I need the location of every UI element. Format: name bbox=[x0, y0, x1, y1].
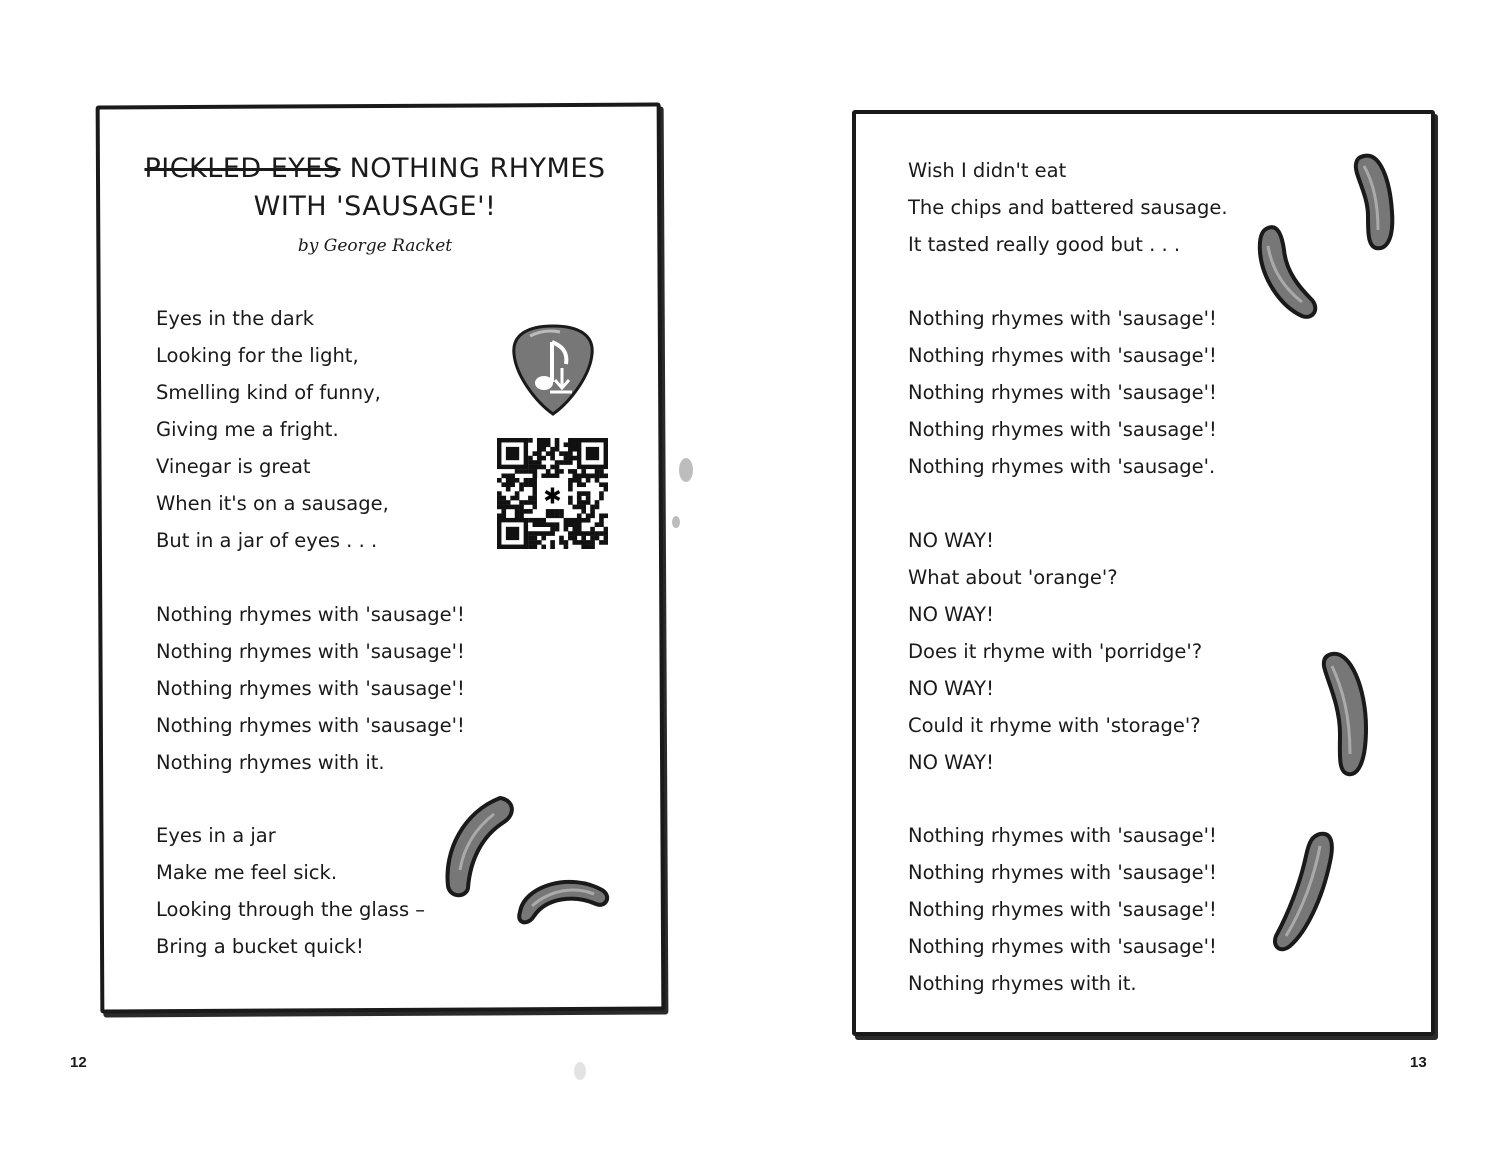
left-stanza-1 bbox=[156, 300, 389, 559]
poem-line: But in a jar of eyes . . . bbox=[156, 529, 378, 552]
page-number-left: 12 bbox=[70, 1054, 87, 1071]
poem-line: Nothing rhymes with 'sausage'! bbox=[908, 418, 1217, 441]
right-chorus-1 bbox=[908, 300, 1217, 485]
poem-line: Nothing rhymes with it. bbox=[908, 972, 1137, 995]
poem-line: Smelling kind of funny, bbox=[156, 381, 381, 404]
poem-line: Giving me a fright. bbox=[156, 418, 339, 441]
ink-blot bbox=[679, 458, 693, 482]
poem-line: NO WAY! bbox=[908, 603, 994, 626]
right-chorus-2 bbox=[908, 817, 1217, 1002]
poem-line: Make me feel sick. bbox=[156, 861, 338, 884]
poem-line: Nothing rhymes with 'sausage'! bbox=[156, 677, 465, 700]
poem-line: Looking for the light, bbox=[156, 344, 359, 367]
poem-line: Nothing rhymes with 'sausage'! bbox=[908, 307, 1217, 330]
poem-line: Does it rhyme with 'porridge'? bbox=[908, 640, 1203, 663]
poem-line: NO WAY! bbox=[908, 751, 994, 774]
poem-line: Nothing rhymes with 'sausage'! bbox=[156, 603, 465, 626]
poem-line: Nothing rhymes with 'sausage'! bbox=[908, 381, 1217, 404]
byline: by George Racket bbox=[297, 236, 453, 256]
poem-line: Looking through the glass – bbox=[156, 898, 426, 921]
poem-line: It tasted really good but . . . bbox=[908, 233, 1181, 256]
poem-line: Vinegar is great bbox=[156, 455, 311, 478]
sausage-illustration bbox=[1346, 150, 1400, 254]
title-line-2: WITH 'SAUSAGE'! bbox=[253, 191, 497, 222]
sausage-illustration bbox=[1316, 648, 1374, 782]
poem-line: Bring a bucket quick! bbox=[156, 935, 364, 958]
page-number-right: 13 bbox=[1410, 1054, 1427, 1071]
left-chorus bbox=[156, 596, 465, 781]
poem-line: Nothing rhymes with 'sausage'! bbox=[908, 898, 1217, 921]
poem-line: Eyes in a jar bbox=[156, 824, 276, 847]
poem-line: NO WAY! bbox=[908, 529, 994, 552]
poem-line: Nothing rhymes with 'sausage'! bbox=[156, 640, 465, 663]
poem-line: Wish I didn't eat bbox=[908, 159, 1067, 182]
poem-line: Nothing rhymes with 'sausage'! bbox=[908, 344, 1217, 367]
poem-line: Nothing rhymes with it. bbox=[156, 751, 385, 774]
ink-blot bbox=[574, 1062, 586, 1080]
poem-line: NO WAY! bbox=[908, 677, 994, 700]
sausage-illustration bbox=[510, 872, 614, 928]
poem-line: When it's on a sausage, bbox=[156, 492, 389, 515]
poem-line: Nothing rhymes with 'sausage'! bbox=[908, 861, 1217, 884]
poem-line: What about 'orange'? bbox=[908, 566, 1118, 589]
poem-line: The chips and battered sausage. bbox=[908, 196, 1228, 219]
guitar-pick-music-download-icon[interactable] bbox=[510, 322, 596, 418]
struck-title: PICKLED EYES bbox=[144, 153, 341, 184]
qr-code[interactable] bbox=[497, 438, 608, 549]
poem-line: Nothing rhymes with 'sausage'! bbox=[156, 714, 465, 737]
sausage-illustration bbox=[1254, 222, 1322, 322]
poem-line: Eyes in the dark bbox=[156, 307, 315, 330]
left-stanza-2 bbox=[156, 817, 425, 965]
poem-line: Nothing rhymes with 'sausage'! bbox=[908, 935, 1217, 958]
right-stanza-2 bbox=[908, 522, 1202, 781]
poem-line: Could it rhyme with 'storage'? bbox=[908, 714, 1201, 737]
right-stanza-1 bbox=[908, 152, 1228, 263]
poem-title bbox=[130, 150, 620, 256]
poem-line: Nothing rhymes with 'sausage'. bbox=[908, 455, 1216, 478]
poem-line: Nothing rhymes with 'sausage'! bbox=[908, 824, 1217, 847]
ink-blot bbox=[672, 516, 680, 528]
title-line-1: NOTHING RHYMES bbox=[340, 153, 606, 184]
sausage-illustration bbox=[1270, 828, 1338, 954]
svg-text:✱: ✱ bbox=[543, 484, 562, 510]
